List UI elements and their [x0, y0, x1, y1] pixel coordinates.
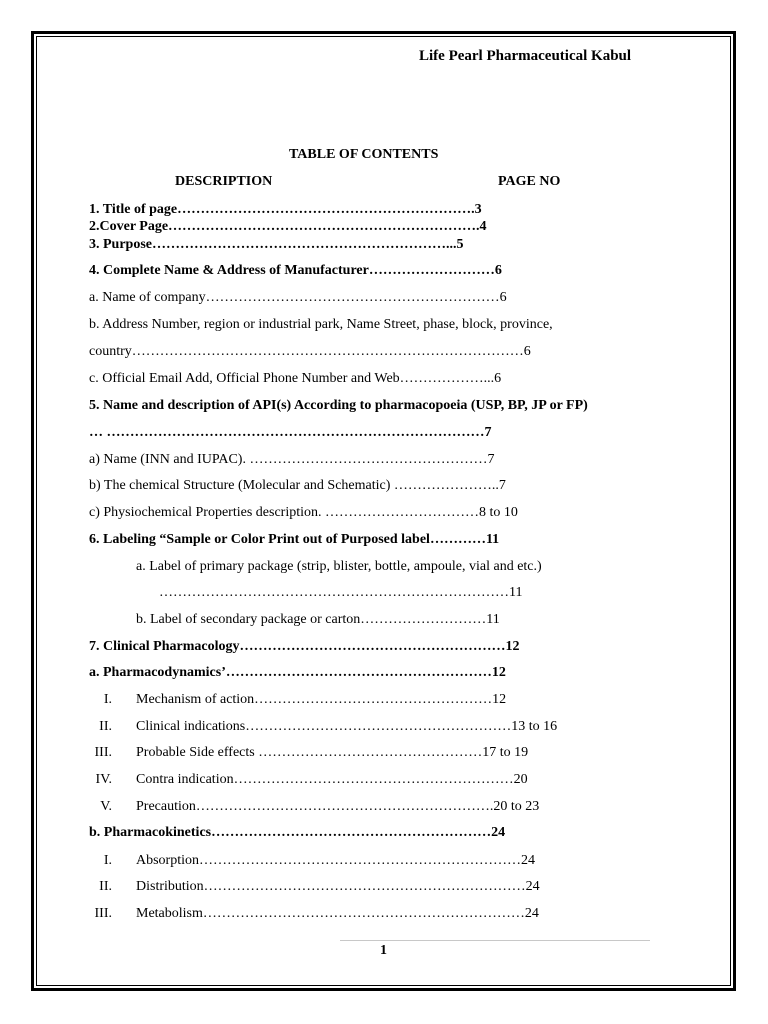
toc-entry: b. Pharmacokinetics……………………………………………………24 [89, 825, 506, 840]
roman-numeral: II. [99, 719, 112, 734]
footer-divider [340, 940, 650, 941]
toc-entry: c. Official Email Add, Official Phone Number and Web………………...6 [89, 371, 502, 386]
roman-numeral: IV. [95, 772, 112, 787]
column-page-header: PAGE NO [498, 174, 561, 189]
roman-numeral: I. [103, 853, 112, 868]
toc-entry: Metabolism……………………………………………………………24 [136, 906, 539, 921]
toc-entry: a) Name (INN and IUPAC). ……………………………………………7 [89, 452, 495, 467]
toc-entry: Mechanism of action……………………………………………12 [136, 692, 507, 707]
toc-entry: 4. Complete Name & Address of Manufacturer………………………6 [89, 263, 502, 278]
toc-entry: … ………………………………………………………………………7 [89, 425, 492, 440]
toc-entry: c) Physiochemical Properties description. ……………………………8 to 10 [89, 505, 518, 520]
toc-entry: 3. Purpose………………………………………………………...5 [89, 237, 464, 252]
toc-entry: 1. Title of page……………………………………………………….3 [89, 202, 482, 217]
roman-numeral: III. [94, 906, 112, 921]
toc-entry: a. Label of primary package (strip, blister, bottle, ampoule, vial and etc.) [136, 559, 542, 574]
toc-entry: Precaution……………………………………………………….20 to 23 [136, 799, 540, 814]
toc-entry: b. Label of secondary package or carton………………………11 [136, 612, 500, 627]
roman-numeral: II. [99, 879, 112, 894]
toc-entry: 6. Labeling “Sample or Color Print out of Purposed label…………11 [89, 532, 500, 547]
toc-entry: a. Name of company………………………………………………………6 [89, 290, 507, 305]
toc-entry: Distribution……………………………………………………………24 [136, 879, 540, 894]
toc-entry: 5. Name and description of API(s) According to pharmacopoeia (USP, BP, JP or FP) [89, 398, 588, 413]
column-description-header: DESCRIPTION [175, 174, 273, 189]
toc-entry: a. Pharmacodynamics’…………………………………………………12 [89, 665, 506, 680]
toc-entry: 2.Cover Page………………………………………………………….4 [89, 219, 487, 234]
toc-entry: Clinical indications…………………………………………………13 to 16 [136, 719, 558, 734]
toc-entry: Absorption……………………………………………………………24 [136, 853, 535, 868]
toc-entry: b. Address Number, region or industrial park, Name Street, phase, block, province, [89, 317, 553, 332]
toc-title: TABLE OF CONTENTS [289, 147, 439, 162]
company-header: Life Pearl Pharmaceutical Kabul [419, 48, 632, 64]
toc-entry: …………………………………………………………………11 [159, 585, 523, 600]
roman-numeral: V. [100, 799, 112, 814]
toc-entry: Probable Side effects …………………………………………17 to 19 [136, 745, 529, 760]
toc-entry: 7. Clinical Pharmacology…………………………………………………12 [89, 639, 520, 654]
roman-numeral: III. [94, 745, 112, 760]
roman-numeral: I. [103, 692, 112, 707]
toc-entry: country…………………………………………………………………………6 [89, 344, 531, 359]
page-number: 1 [380, 943, 387, 958]
toc-entry: b) The chemical Structure (Molecular and Schematic) …………………..7 [89, 478, 506, 493]
toc-entry: Contra indication……………………………………………………20 [136, 772, 528, 787]
